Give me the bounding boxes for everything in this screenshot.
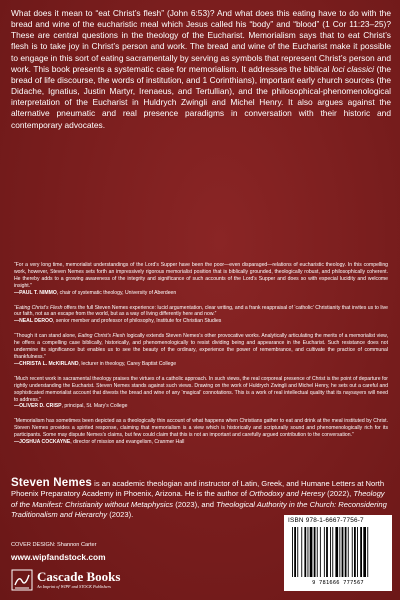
book-description [11, 8, 391, 131]
endorser-title: , chair of systematic theology, University of Aberdeen [56, 289, 177, 296]
book-title-italic: Eating Christ’s Flesh [78, 333, 125, 340]
barcode [288, 527, 388, 579]
endorsements [14, 262, 388, 454]
endorser-name: —PAUL T. NIMMO [14, 289, 57, 296]
endorsement-quote: “Memorialism has sometimes been depicted as a theologically thin account of what happens when Christians gather to eat and drink at the meal instituted by Christ. Steven Nemes provides a spirited response, claiming that memorialism is a view which is historically and scripturally sound and phenomenologically rich for its participants. Some may dispute Nemes’s claims, but few could claim that this is not an important and carefully argued contribution to the conversation.” [14, 418, 388, 439]
barcode-box [284, 515, 392, 591]
endorsement [14, 262, 388, 297]
endorser-name: —NEAL DEROO [14, 318, 53, 325]
endorsement-quote: offers the full Steven Nemes experience: lucid argumentation, clear writing, and a frank reappraisal of ‘catholic’ Christianity that invites us to live our faith, not as an escape from the world, but as a way of living differently here and now.” [14, 304, 388, 318]
endorsement-quote: “Much recent work in sacramental theology praises the virtues of a catholic approach. In such views, the real corporeal presence of Christ is the point of departure for rightly understanding the Eucharist. Steven Nemes stands against such views. Drawing on the work of Huldrych Zwingli and Michel Henry, he sets out a careful and sophisticated memorialist account that divests the bread and wine of any ‘magical’ connotations. This is a work of real intellectual quality that its naysayers will need to address.” [14, 375, 388, 403]
author-book-title: Theology of the Manifest: Christianity without Metaphysics [11, 489, 385, 509]
endorsement-attribution [14, 403, 388, 410]
author-name: Steven Nemes [11, 477, 93, 489]
author-book-title: Orthodoxy and Heresy [249, 489, 326, 499]
endorser-name: —OLIVER D. CRISP [14, 403, 62, 410]
barcode-digits: 9 781666 777567 [312, 580, 364, 586]
endorser-name: —JOSHUA COCKAYNE [14, 439, 71, 446]
endorsement-attribution [14, 290, 388, 297]
endorsement: “Eating Christ’s Flesh offers the full Steven Nemes experience: lucid argumentation, clear writing, and a frank reappraisal of ‘catholic’ Christianity that invites us to live our faith, not as an escape from the world, but as a way of living differently here and now.” —NEAL DEROO, senior member and professor of philosophy, Institute for Christian Studies [14, 304, 388, 325]
description-text-cont: (the bread of life discourse, the words of institution, and 1 Corinthians), important early church sources (the Didache, Ignatius, Justin Martyr, Irenaeus, and Tertullian), and the philosophical-phenomenological interpretation of the Eucharist in Huldrych Zwingli and Michel Henry. It also argues against the alternative pneumatic and real presence paradigms in conversation with their historic and contemporary advocates. [11, 63, 391, 130]
description-italic: loci classici [331, 63, 375, 74]
endorsement-attribution [14, 318, 388, 325]
endorser-title: , director of mission and evangelism, Cranmer Hall [70, 439, 185, 446]
endorser-title: , senior member and professor of philosophy, Institute for Christian Studies [52, 318, 222, 325]
book-title-italic: Eating Christ’s Flesh [15, 304, 63, 311]
endorsement-attribution [14, 439, 388, 446]
cascade-logo-icon [11, 569, 33, 591]
author-book-title: Theological Authority in the Church: Reconsidering Traditionalism and Hierarchy [11, 499, 387, 520]
isbn-label: ISBN 978-1-6667-7756-7 [288, 517, 364, 524]
endorsement [14, 418, 388, 446]
endorsement: “Though it can stand alone, Eating Christ’s Flesh logically extends Steven Nemes’s other provocative works. Analytically articulating the merits of a memorialist view, he offers a compelling case biblically, historically, and phenomenologically to resist dividing being and appearance in the Eucharist. Such resistance does not undermine its significance but enables us to see the beauty of the ordinary, experience the power of remembrance, and cultivate the practice of communal thankfulness.” —CHRISTA L. McKIRLAND, lecturer in theology, Carey Baptist College [14, 333, 388, 367]
cover-design-credit: COVER DESIGN: Shannon Carter [11, 542, 97, 548]
publisher-name: Cascade Books [37, 569, 121, 584]
endorsement-quote: “For a very long time, memorialist understandings of the Lord’s Supper have been the poor—even disparaged—relations of eucharistic theology. In this compelling work, however, Steven Nemes sets forth an impressively rigorous memorialist position that is biblically grounded, theologically robust, and philosophically coherent. He thereby adds to a growing awareness of the integrity and significance of such accounts of the Lord’s Supper and does so with especial lucidity and welcome insight.” [14, 262, 388, 289]
endorser-title: , lecturer in theology, Carey Baptist College [78, 360, 177, 367]
endorsement-attribution [14, 361, 388, 368]
publisher-subtitle: An Imprint of WIPF and STOCK Publishers [37, 584, 111, 589]
endorsement [14, 376, 388, 411]
publisher-website: www.wipfandstock.com [11, 552, 106, 562]
endorser-name: —CHRISTA L. McKIRLAND [14, 360, 79, 367]
description-text: What does it mean to “eat Christ’s flesh” (John 6:53)? And what does this eating have to do with the bread and wine of the eucharistic meal which Jesus called his “body” and “blood” (1 Cor 11:23–25)? These are central questions in the theology of the Eucharist. Memorialism says that to eat Christ’s flesh is to take joy in Christ’s person and work. The bread and wine of the Eucharist make it possible to engage in this sort of eating sacramentally by serving as symbols that represent Christ’s person and work. This book presents a systematic case for memorialism. It addresses the biblical [11, 8, 391, 74]
author-bio: Steven Nemes is an academic theologian and instructor of Latin, Greek, and Humane Letters at North Phoenix Preparatory Academy in Phoenix, Arizona. He is the author of Orthodoxy and Heresy (2022), Theology of the Manifest: Christianity without Metaphysics (2023), and Theological Authority in the Church: Reconsidering Traditionalism and Hierarchy (2023). [11, 477, 387, 520]
endorsement-quote: logically extends Steven Nemes’s other provocative works. Analytically articulating the merits of a memorialist view, he offers a compelling case biblically, historically, and phenomenologically to resist dividing being and appearance in the Eucharist. Such resistance does not undermine its significance but enables us to see the beauty of the ordinary, experience the power of remembrance, and cultivate the practice of communal thankfulness.” [14, 333, 388, 360]
endorser-title: , principal, St. Mary’s College [61, 403, 128, 410]
publisher-logo [11, 566, 151, 594]
